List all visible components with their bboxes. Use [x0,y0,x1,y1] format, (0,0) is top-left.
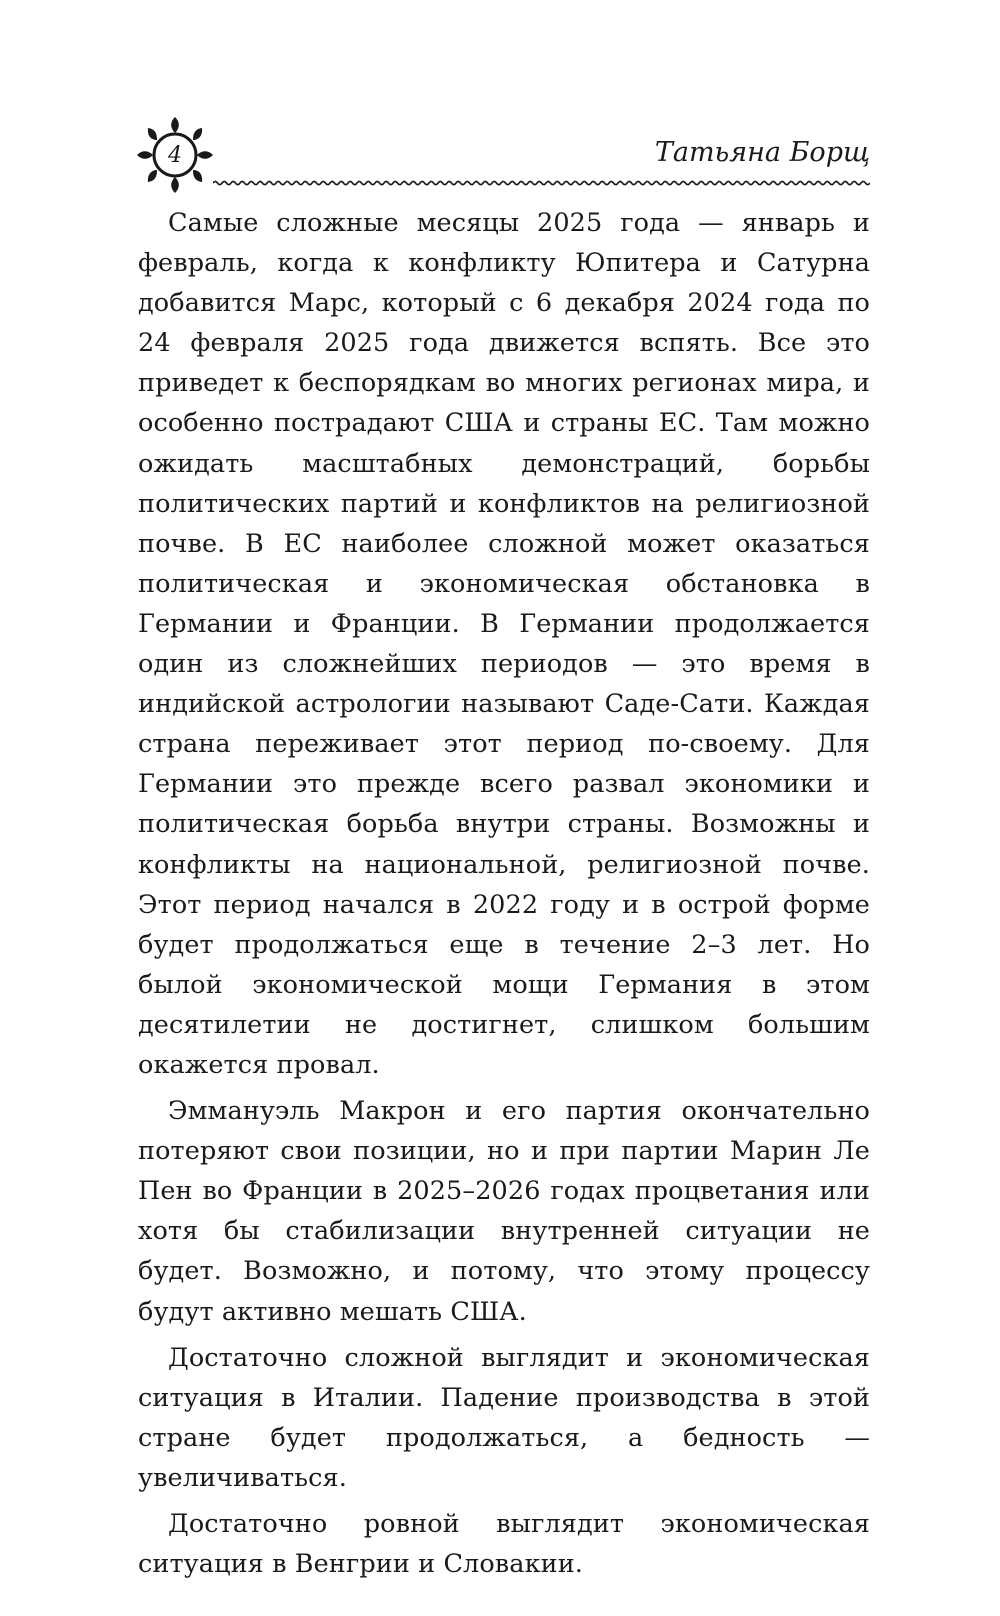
page-number: 4 [168,142,182,168]
wavy-divider [213,177,870,189]
running-header [135,115,870,195]
running-header-author: Татьяна Борщ [654,137,870,168]
paragraph: Достаточно сложной выглядит и экономическая ситуация в Италии. Падение производства в этой стране будет продолжаться, а бедность — увеличиваться. [138,1342,870,1493]
paragraph: Самые сложные месяцы 2025 года — январь и февраль, когда к конфликту Юпитера и Сатурна добавится Марс, который с 6 декабря 2024 года по 24 февраля 2025 года движется вспять. Все это приведет к беспорядкам во многих регионах мира, и особенно пострадают США и страны ЕС. Там можно ожидать масштабных демонстраций, борьбы политических партий и конфликтов на религиозной почве. В ЕС наиболее сложной может оказаться политическая и экономическая обстановка в Германии и Франции. В Германии продолжается один из сложнейших периодов — это время в индийской астрологии называют Саде-Сати. Каждая страна переживает этот период по-своему. Для Германии это прежде всего развал экономики и политическая борьба внутри страны. Возможны и конфликты на национальной, религиозной почве. Этот период начался в 2022 году и в острой форме будет продолжаться еще в течение 2–3 лет. Но былой экономической мощи Германия в этом десятилетии не достигнет, слишком большим окажется провал. [138,208,870,1080]
paragraph: Достаточно ровной выглядит экономическая ситуация в Венгрии и Словакии. [138,1509,870,1580]
paragraph: Эммануэль Макрон и его партия окончательно потеряют свои позиции, но и при партии Марин Ле Пен во Франции в 2025–2026 годах процветания или хотя бы стабилизации внутренней ситуации не будет. Возможно, и потому, что этому процессу будут активно мешать США. [138,1096,870,1327]
page-body [138,203,870,1590]
